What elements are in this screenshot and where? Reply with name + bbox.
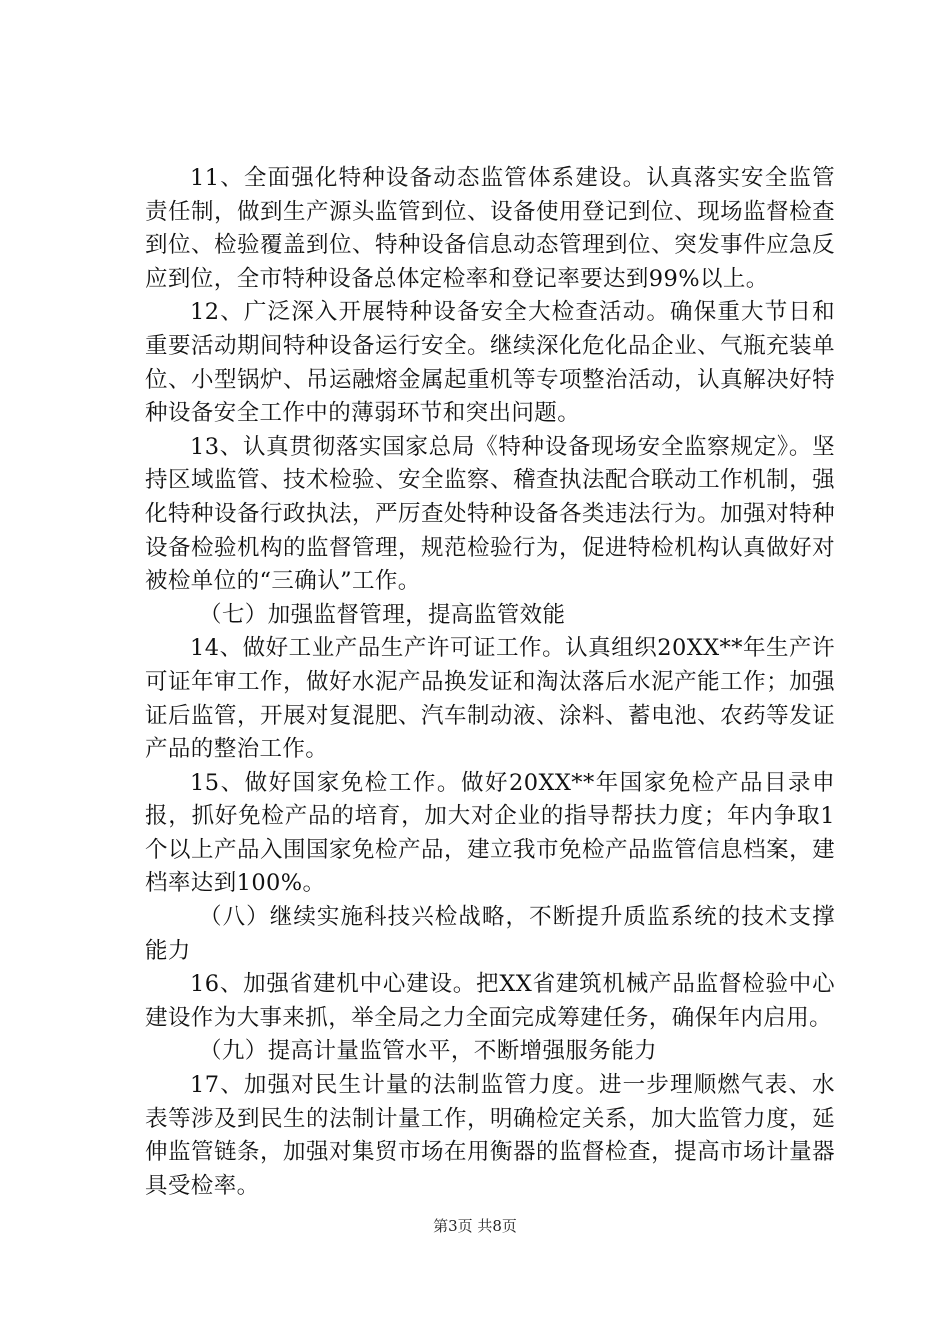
paragraph-17: 17、加强对民生计量的法制监管力度。进一步理顺燃气表、水表等涉及到民生的法制计量工作，明确检定关系，加大监管力度，延伸监管链条，加强对集贸市场在用衡器的监督检查，提高市场计量器具受检率。 [145,1072,835,1199]
paragraph-14: 14、做好工业产品生产许可证工作。认真组织20XX**年生产许可证年审工作，做好水泥产品换发证和淘汰落后水泥产能工作；加强证后监管，开展对复混肥、汽车制动液、涂料、蓄电池、农药等发证产品的整治工作。 [145,635,835,763]
page-footer [0,1216,950,1236]
paragraph-11: 11、全面强化特种设备动态监管体系建设。认真落实安全监管责任制，做到生产源头监管到位、设备使用登记到位、现场监督检查到位、检验覆盖到位、特种设备信息动态管理到位、突发事件应急反应到位，全市特种设备总体定检率和登记率要达到99%以上。 [145,165,835,292]
section-heading-9: （九）提高计量监管水平，不断增强服务能力 [199,1038,658,1065]
section-heading-7: （七）加强监督管理，提高监管效能 [199,601,566,628]
paragraph-15: 15、做好国家免检工作。做好20XX**年国家免检产品目录申报，抓好免检产品的培育，加大对企业的指导帮扶力度；年内争取1个以上产品入围国家免检产品，建立我市免检产品监管信息档案，建档率达到100%。 [145,769,835,897]
section-heading-8: （八）继续实施科技兴检战略，不断提升质监系统的技术支撑能力 [145,904,835,964]
paragraph-13: 13、认真贯彻落实国家总局《特种设备现场安全监察规定》。坚持区域监管、技术检验、安全监察、稽查执法配合联动工作机制，强化特种设备行政执法，严厉查处特种设备各类违法行为。加强对特种设备检验机构的监督管理，规范检验行为，促进特检机构认真做好对被检单位的“三确认”工作。 [145,433,835,595]
paragraph-12: 12、广泛深入开展特种设备安全大检查活动。确保重大节日和重要活动期间特种设备运行安全。继续深化危化品企业、气瓶充装单位、小型锅炉、吊运融熔金属起重机等专项整治活动，认真解决好特种设备安全工作中的薄弱环节和突出问题。 [145,299,835,427]
page-number: 第3页 共8页 [433,1217,517,1235]
document-body [145,162,835,1203]
paragraph-16: 16、加强省建机中心建设。把XX省建筑机械产品监督检验中心建设作为大事来抓，举全局之力全面完成筹建任务，确保年内启用。 [145,971,835,1031]
